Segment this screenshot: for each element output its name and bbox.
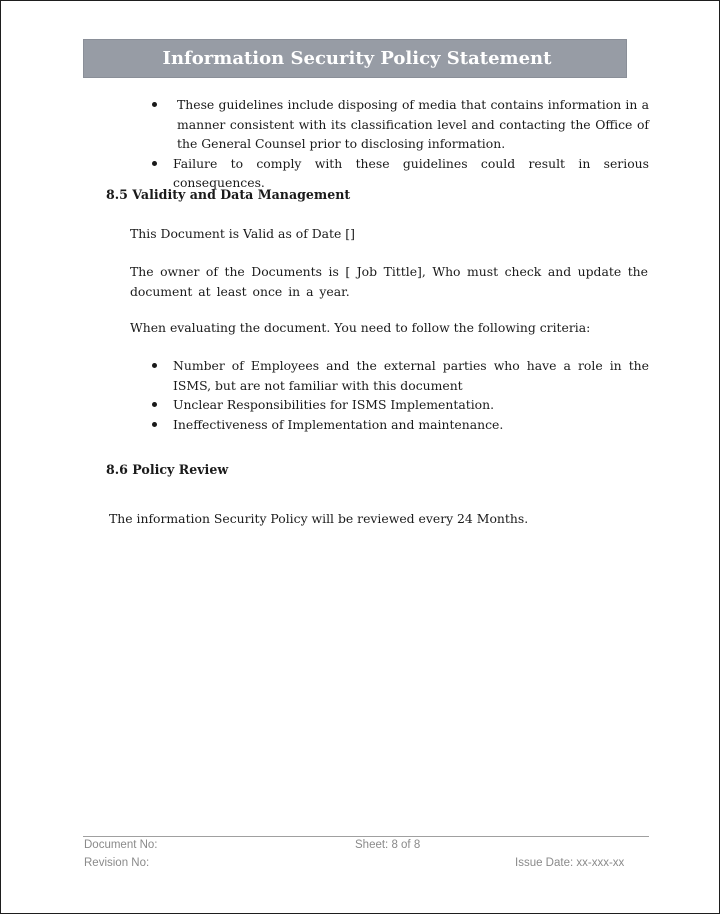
footer-sheet: Sheet: 8 of 8 — [355, 839, 421, 851]
list-item-text: Failure to comply with these guidelines could result in serious consequences. — [173, 155, 649, 190]
owner-paragraph: The owner of the Documents is [ Job Tittle], Who must check and update the document at least once in a year. — [130, 264, 648, 299]
section-heading-8-6: 8.6 Policy Review — [106, 462, 229, 477]
criteria-intro-paragraph: When evaluating the document. You need to follow the following criteria: — [130, 320, 591, 335]
footer-document-no: Document No: — [84, 839, 158, 851]
list-item-text: These guidelines include disposing of media that contains information in a manner consistent with its classification level and contacting the Office of the General Counsel prior to disclosing information. — [177, 97, 649, 151]
bullet-icon — [152, 102, 157, 107]
criteria-bullet-list — [149, 356, 649, 434]
footer-issue-date: Issue Date: xx-xxx-xx — [515, 857, 625, 869]
list-item — [149, 356, 649, 395]
section-heading-8-5: 8.5 Validity and Data Management — [106, 187, 351, 202]
footer-divider — [83, 836, 649, 837]
intro-bullet-list — [149, 95, 649, 193]
list-item — [149, 415, 649, 435]
footer-revision-no: Revision No: — [84, 857, 150, 869]
bullet-icon — [152, 363, 157, 368]
bullet-icon — [152, 161, 157, 166]
bullet-icon — [152, 402, 157, 407]
header-banner — [83, 39, 627, 78]
list-item-text: Number of Employees and the external parties who have a role in the ISMS, but are not familiar with this document — [173, 358, 649, 393]
page-title: Information Security Policy Statement — [162, 48, 552, 69]
valid-date-paragraph: This Document is Valid as of Date [] — [130, 226, 355, 241]
list-item — [149, 95, 649, 154]
list-item — [149, 395, 649, 415]
list-item-text: Unclear Responsibilities for ISMS Implementation. — [173, 397, 495, 412]
policy-review-paragraph: The information Security Policy will be reviewed every 24 Months. — [109, 511, 529, 526]
list-item-text: Ineffectiveness of Implementation and maintenance. — [173, 416, 504, 432]
bullet-icon — [152, 422, 157, 427]
